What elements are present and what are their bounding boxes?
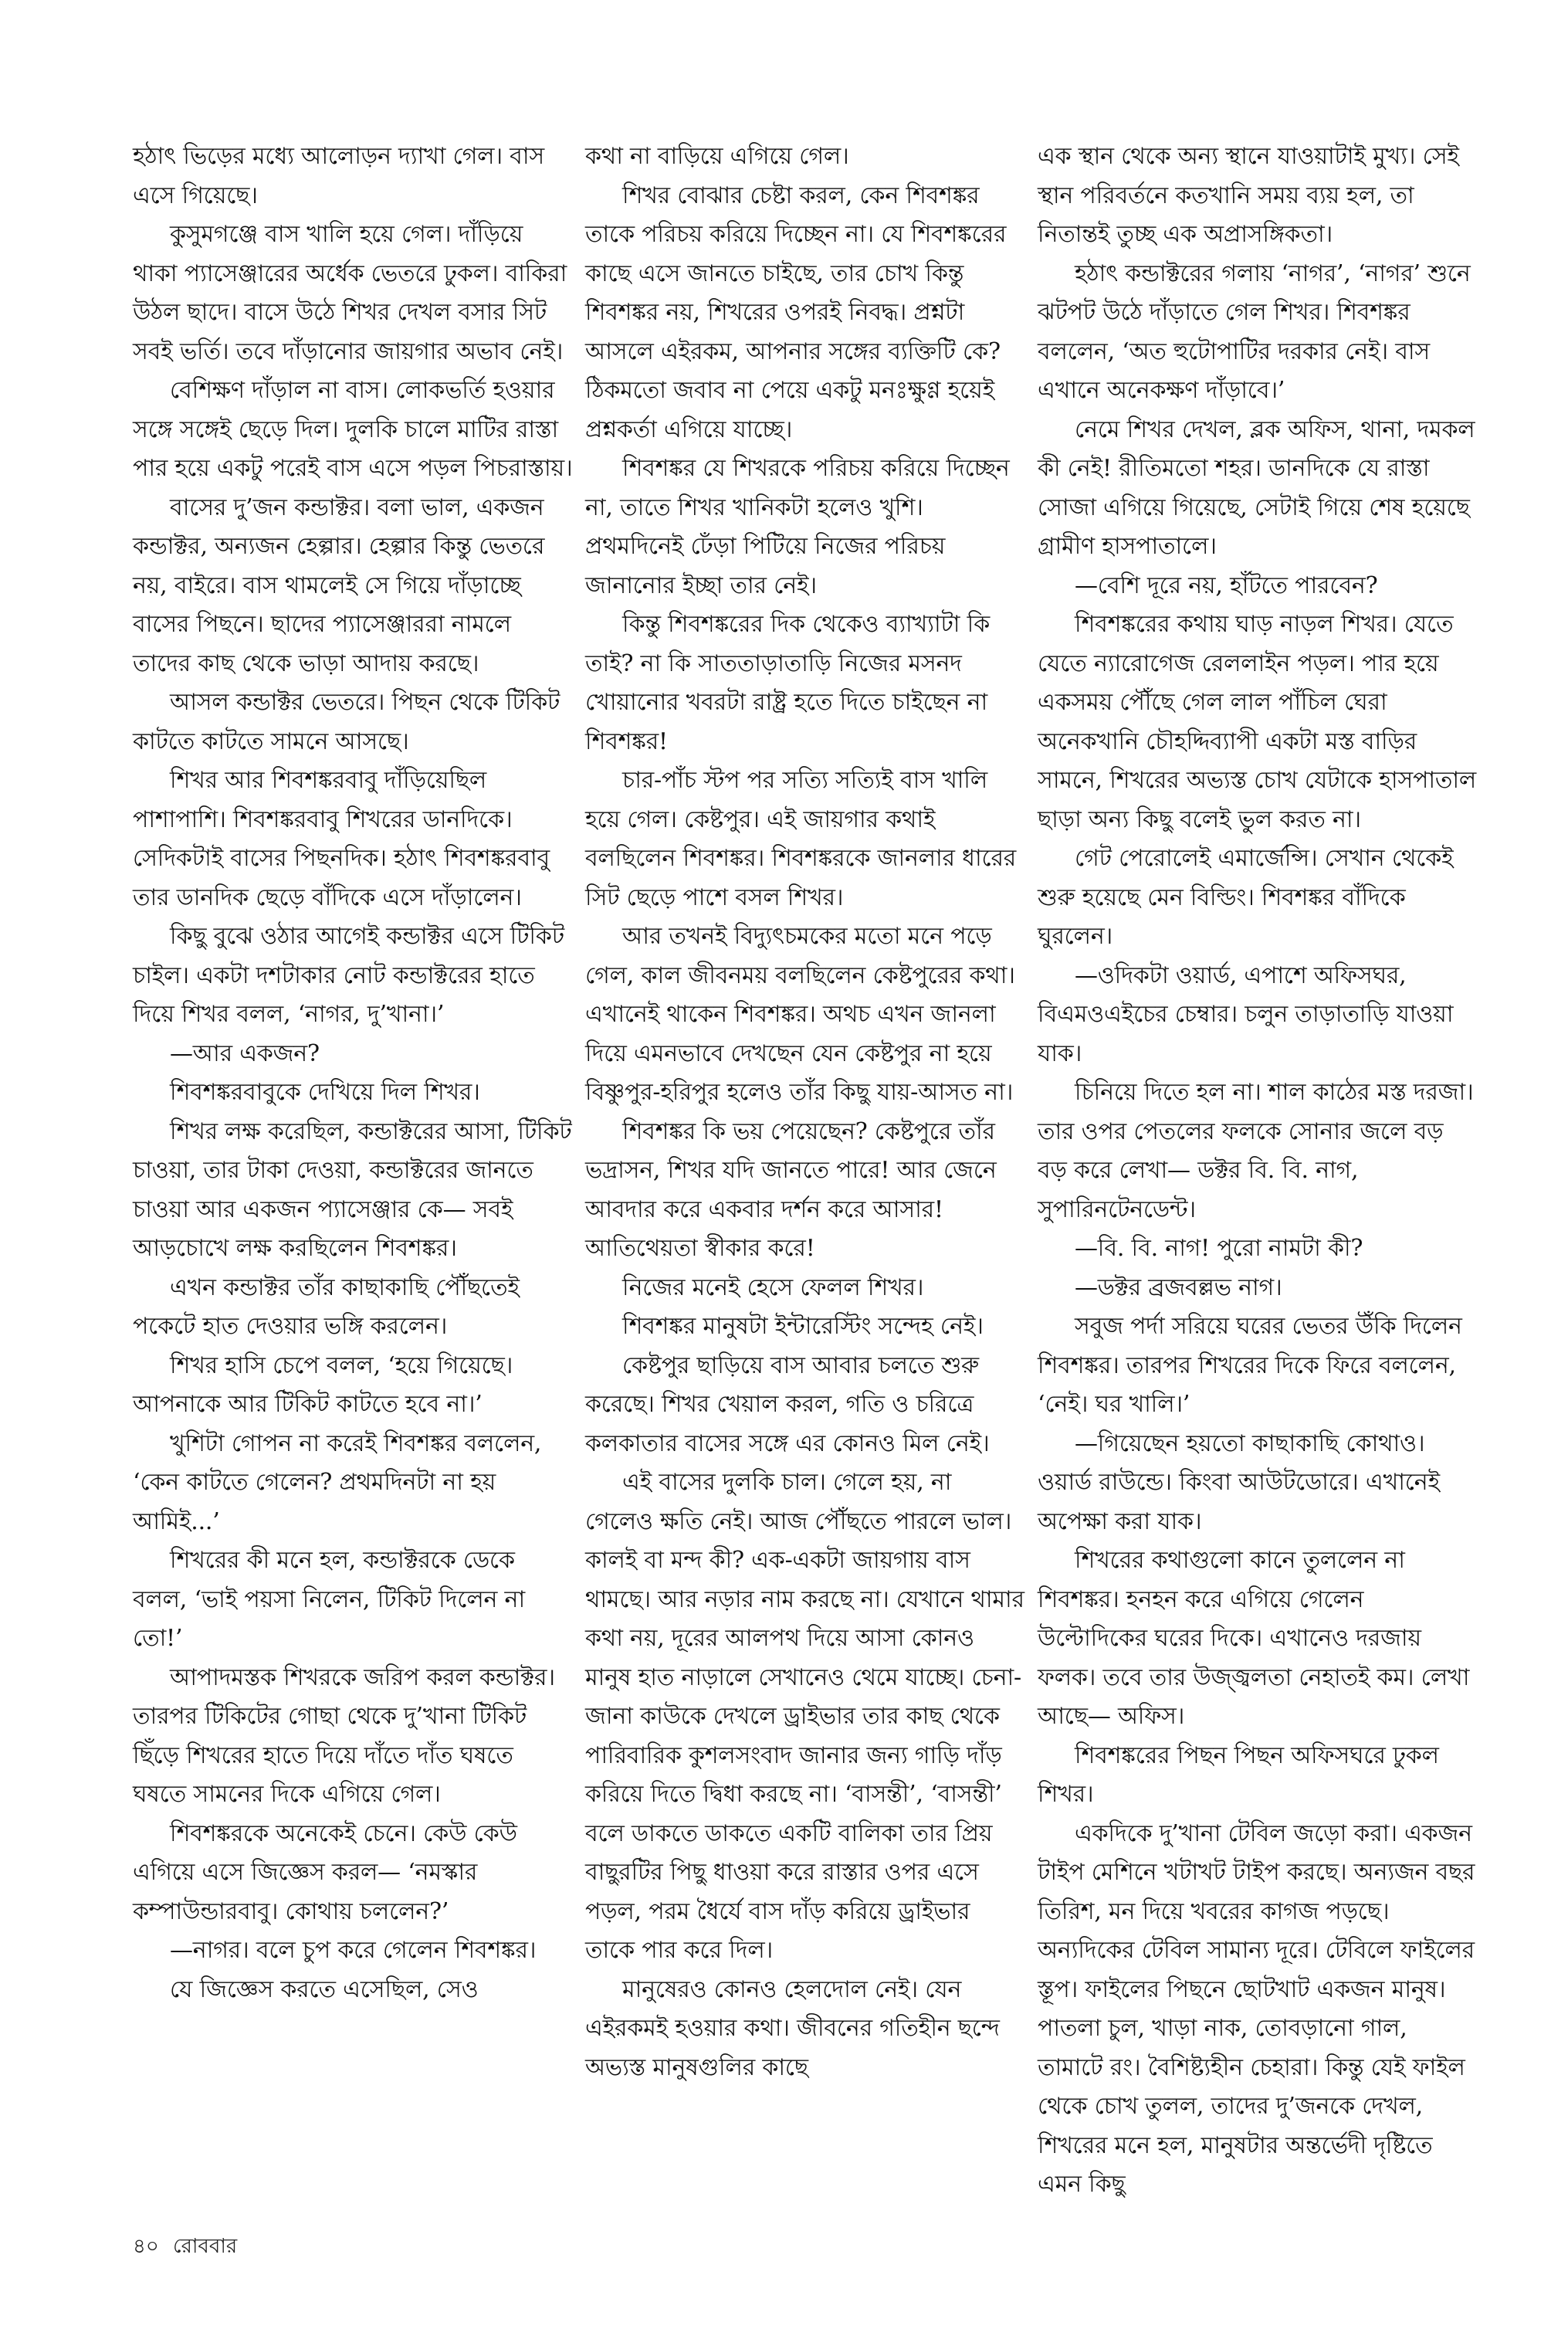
paragraph: —নাগর। বলে চুপ করে গেলেন শিবশঙ্কর। — [170, 1937, 537, 1964]
paragraph: —ডক্টর ব্রজবল্লভ নাগ। — [1075, 1273, 1282, 1301]
paragraph: নেমে শিখর দেখল, ব্লক অফিস, থানা, দমকল কী নেই! রীতিমতো শহর। ডানদিকে যে রাস্তা সোজা এগিয়ে গিয়েছে, সেটাই গিয়ে শেষ হয়েছে গ্রামীণ হাসপাতালে। — [1038, 415, 1475, 560]
paragraph: শিখরের কথাগুলো কানে তুললেন না শিবশঙ্কর। হনহন করে এগিয়ে গেলেন উল্টোদিকের ঘরের দিকে। এখানেও দরজায় ফলক। তবে তার উজ্জ্বলতা নেহাতই কম। লেখা আছে— অফিস। — [1038, 1547, 1470, 1730]
paragraph: খুশিটা গোপন না করেই শিবশঙ্কর বললেন, ‘কেন কাটতে গেলেন? প্রথমদিনটা না হয় আমিই...’ — [133, 1429, 542, 1535]
paragraph: আসল কন্ডাক্টর ভেতরে। পিছন থেকে টিকিট কাটতে কাটতে সামনে আসছে। — [133, 689, 560, 755]
paragraph: কেষ্টপুর ছাড়িয়ে বাস আবার চলতে শুরু করেছে। শিখর খেয়াল করল, গতি ও চরিত্রে কলকাতার বাসের সঙ্গে এর কোনও মিল নেই। — [585, 1351, 990, 1457]
paragraph: শিখর আর শিবশঙ্করবাবু দাঁড়িয়েছিল পাশাপাশি। শিবশঙ্করবাবু শিখরের ডানদিকে। সেদিকটাই বাসের পিছনদিক। হঠাৎ শিবশঙ্করবাবু তার ডানদিক ছেড়ে বাঁদিকে এসে দাঁড়ালেন। — [133, 767, 550, 911]
paragraph: সবুজ পর্দা সরিয়ে ঘরের ভেতর উঁকি দিলেন শিবশঙ্কর। তারপর শিখরের দিকে ফিরে বললেন, ‘নেই। ঘর খালি।’ — [1038, 1313, 1462, 1418]
paragraph: —বেশি দূরে নয়, হাঁটতে পারবেন? — [1075, 571, 1378, 599]
paragraph: গেট পেরোলেই এমার্জেন্সি। সেখান থেকেই শুরু হয়েছে মেন বিল্ডিং। শিবশঙ্কর বাঁদিকে ঘুরলেন। — [1038, 845, 1454, 950]
text-column-3 — [1038, 137, 1478, 2205]
paragraph: হঠাৎ কন্ডাক্টরের গলায় ‘নাগর’, ‘নাগর’ শুনে ঝটপট উঠে দাঁড়াতে গেল শিখর। শিবশঙ্কর বললেন, ‘অত হুটোপাটির দরকার নেই। বাস এখানে অনেকক্ষণ দাঁড়াবে।’ — [1038, 259, 1471, 404]
text-column-1 — [133, 137, 573, 2009]
paragraph: শিখর লক্ষ করেছিল, কন্ডাক্টরের আসা, টিকিট চাওয়া, তার টাকা দেওয়া, কন্ডাক্টরের জানতে চাওয়া আর একজন প্যাসেঞ্জার কে— সবই আড়চোখে লক্ষ করছিলেন শিবশঙ্কর। — [133, 1117, 572, 1262]
paragraph: —গিয়েছেন হয়তো কাছাকাছি কোথাও। ওয়ার্ড রাউন্ডে। কিংবা আউটডোরে। এখানেই অপেক্ষা করা যাক। — [1038, 1429, 1440, 1535]
paragraph: কথা না বাড়িয়ে এগিয়ে গেল। — [585, 143, 849, 170]
paragraph: চিনিয়ে দিতে হল না। শাল কাঠের মস্ত দরজা। তার ওপর পেতলের ফলকে সোনার জলে বড় বড় করে লেখা— ডক্টর বি. বি. নাগ, সুপারিনটেনডেন্ট। — [1038, 1079, 1474, 1223]
paragraph: চার-পাঁচ স্টপ পর সত্যি সত্যিই বাস খালি হয়ে গেল। কেষ্টপুর। এই জায়গার কথাই বলছিলেন শিবশঙ্কর। শিবশঙ্করকে জানলার ধারের সিট ছেড়ে পাশে বসল শিখর। — [585, 767, 1017, 911]
paragraph: শিবশঙ্করের পিছন পিছন অফিসঘরে ঢুকল শিখর। — [1038, 1741, 1439, 1808]
magazine-name: রোববার — [173, 2235, 238, 2258]
paragraph: এখন কন্ডাক্টর তাঁর কাছাকাছি পৌঁছতেই পকেটে হাত দেওয়ার ভঙ্গি করলেন। — [133, 1273, 520, 1340]
paragraph: কিছু বুঝে ওঠার আগেই কন্ডাক্টর এসে টিকিট চাইল। একটা দশটাকার নোট কন্ডাক্টরের হাতে দিয়ে শিখর বলল, ‘নাগর, দু’খানা।’ — [133, 923, 564, 1028]
paragraph: একদিকে দু’খানা টেবিল জড়ো করা। একজন টাইপ মেশিনে খটাখট টাইপ করছে। অন্যজন বছর তিরিশ, মন দিয়ে খবরের কাগজ পড়ছে। অন্যদিকের টেবিল সামান্য দূরে। টেবিলে ফাইলের স্তূপ। ফাইলের পিছনে ছোটখাট একজন মানুষ। পাতলা চুল, খাড়া নাক, তোবড়ানো গাল, তামাটে রং। বৈশিষ্ট্যহীন চেহারা। কিন্তু যেই ফাইল থেকে চোখ তুলল, তাদের দু’জনকে দেখল, শিখরের মনে হল, মানুষটার অন্তর্ভেদী দৃষ্টিতে এমন কিছু — [1038, 1819, 1475, 2198]
paragraph: —ওদিকটা ওয়ার্ড, এপাশে অফিসঘর, বিএমওএইচের চেম্বার। চলুন তাড়াতাড়ি যাওয়া যাক। — [1038, 961, 1454, 1067]
paragraph: শিবশঙ্করের কথায় ঘাড় নাড়ল শিখর। যেতে যেতে ন্যারোগেজ রেললাইন পড়ল। পার হয়ে একসময় পৌঁছে গেল লাল পাঁচিল ঘেরা অনেকখানি চৌহদ্দিব্যাপী একটা মস্ত বাড়ির সামনে, শিখরের অভ্যস্ত চোখ যেটাকে হাসপাতাল ছাড়া অন্য কিছু বলেই ভুল করত না। — [1038, 611, 1477, 833]
paragraph: শিবশঙ্কর যে শিখরকে পরিচয় করিয়ে দিচ্ছেন না, তাতে শিখর খানিকটা হলেও খুশি। প্রথমদিনেই ঢেঁড়া পিটিয়ে নিজের পরিচয় জানানোর ইচ্ছা তার নেই। — [585, 455, 1010, 599]
text-column-2 — [585, 137, 1025, 2087]
paragraph: বেশিক্ষণ দাঁড়াল না বাস। লোকভর্তি হওয়ার সঙ্গে সঙ্গেই ছেড়ে দিল। দুলকি চালে মাটির রাস্তা পার হয়ে একটু পরেই বাস এসে পড়ল পিচরাস্তায়। — [133, 377, 573, 482]
paragraph: শিখরের কী মনে হল, কন্ডাক্টরকে ডেকে বলল, ‘ভাই পয়সা নিলেন, টিকিট দিলেন না তো!’ — [133, 1547, 525, 1652]
paragraph: শিবশঙ্করবাবুকে দেখিয়ে দিল শিখর। — [170, 1079, 480, 1106]
paragraph: হঠাৎ ভিড়ের মধ্যে আলোড়ন দ্যাখা গেল। বাস এসে গিয়েছে। — [133, 143, 544, 209]
paragraph: এই বাসের দুলকি চাল। গেলে হয়, না গেলেও ক্ষতি নেই। আজ পৌঁছতে পারলে ভাল। কালই বা মন্দ কী? এক-একটা জায়গায় বাস থামছে। আর নড়ার নাম করছে না। যেখানে থামার কথা নয়, দূরের আলপথ দিয়ে আসা কোনও মানুষ হাত নাড়ালে সেখানেও থেমে যাচ্ছে। চেনা-জানা কাউকে দেখলে ড্রাইভার তার কাছ থেকে পারিবারিক কুশলসংবাদ জানার জন্য গাড়ি দাঁড় করিয়ে দিতে দ্বিধা করছে না। ‘বাসন্তী’, ‘বাসন্তী’ বলে ডাকতে ডাকতে একটি বালিকা তার প্রিয় বাছুরটির পিছু ধাওয়া করে রাস্তার ওপর এসে পড়ল, পরম ধৈর্যে বাস দাঁড় করিয়ে ড্রাইভার তাকে পার করে দিল। — [585, 1469, 1024, 1964]
paragraph: বাসের দু’জন কন্ডাক্টর। বলা ভাল, একজন কন্ডাক্টর, অন্যজন হেল্পার। হেল্পার কিন্তু ভেতরে নয়, বাইরে। বাস থামলেই সে গিয়ে দাঁড়াচ্ছে বাসের পিছনে। ছাদের প্যাসেঞ্জাররা নামলে তাদের কাছ থেকে ভাড়া আদায় করছে। — [133, 493, 545, 677]
paragraph: —বি. বি. নাগ! পুরো নামটা কী? — [1075, 1235, 1363, 1262]
paragraph: শিবশঙ্কর মানুষটা ইন্টারেস্টিং সন্দেহ নেই। — [622, 1313, 984, 1340]
paragraph: —আর একজন? — [170, 1039, 320, 1067]
paragraph: আর তখনই বিদ্যুৎচমকের মতো মনে পড়ে গেল, কাল জীবনময় বলছিলেন কেষ্টপুরের কথা। এখানেই থাকেন শিবশঙ্কর। অথচ এখন জানলা দিয়ে এমনভাবে দেখছেন যেন কেষ্টপুর না হয়ে বিষ্ণুপুর-হরিপুর হলেও তাঁর কিছু যায়-আসত না। — [585, 923, 1015, 1106]
paragraph: কুসুমগঞ্জে বাস খালি হয়ে গেল। দাঁড়িয়ে থাকা প্যাসেঞ্জারের অর্ধেক ভেতরে ঢুকল। বাকিরা উঠল ছাদে। বাসে উঠে শিখর দেখল বসার সিট সবই ভর্তি। তবে দাঁড়ানোর জায়গার অভাব নেই। — [133, 221, 567, 365]
paragraph: যে জিজ্ঞেস করতে এসেছিল, সেও — [170, 1975, 479, 2003]
paragraph: মানুষেরও কোনও হেলদোল নেই। যেন এইরকমই হওয়ার কথা। জীবনের গতিহীন ছন্দে অভ্যস্ত মানুষগুলির কাছে — [585, 1975, 1000, 2081]
page-footer — [133, 2230, 237, 2264]
paragraph: নিজের মনেই হেসে ফেলল শিখর। — [622, 1273, 924, 1301]
paragraph: শিখর বোঝার চেষ্টা করল, কেন শিবশঙ্কর তাকে পরিচয় করিয়ে দিচ্ছেন না। যে শিবশঙ্করের কাছে এসে জানতে চাইছে, তার চোখ কিন্তু শিবশঙ্কর নয়, শিখরের ওপরই নিবদ্ধ। প্রশ্নটা আসলে এইরকম, আপনার সঙ্গের ব্যক্তিটি কে? ঠিকমতো জবাব না পেয়ে একটু মনঃক্ষুণ্ণ হয়েই প্রশ্নকর্তা এগিয়ে যাচ্ছে। — [585, 181, 1007, 443]
paragraph: শিবশঙ্করকে অনেকেই চেনে। কেউ কেউ এগিয়ে এসে জিজ্ঞেস করল— ‘নমস্কার কম্পাউন্ডারবাবু। কোথায় চললেন?’ — [133, 1819, 517, 1925]
page-number: ৪০ — [133, 2235, 159, 2258]
paragraph: এক স্থান থেকে অন্য স্থানে যাওয়াটাই মুখ্য। সেই স্থান পরিবর্তনে কতখানি সময় ব্যয় হল, তা নিতান্তই তুচ্ছ এক অপ্রাসঙ্গিকতা। — [1038, 143, 1459, 248]
paragraph: শিখর হাসি চেপে বলল, ‘হয়ে গিয়েছে। আপনাকে আর টিকিট কাটতে হবে না।’ — [133, 1351, 513, 1418]
paragraph: আপাদমস্তক শিখরকে জরিপ করল কন্ডাক্টর। তারপর টিকিটের গোছা থেকে দু’খানা টিকিট ছিঁড়ে শিখরের হাতে দিয়ে দাঁতে দাঁত ঘষতে ঘষতে সামনের দিকে এগিয়ে গেল। — [133, 1663, 555, 1808]
paragraph: শিবশঙ্কর কি ভয় পেয়েছেন? কেষ্টপুরে তাঁর ভদ্রাসন, শিখর যদি জানতে পারে! আর জেনে আবদার করে একবার দর্শন করে আসার! আতিথেয়তা স্বীকার করে! — [585, 1117, 997, 1262]
paragraph: কিন্তু শিবশঙ্করের দিক থেকেও ব্যাখ্যাটা কি তাই? না কি সাততাড়াতাড়ি নিজের মসনদ খোয়ানোর খবরটা রাষ্ট্র হতে দিতে চাইছেন না শিবশঙ্কর! — [585, 611, 990, 755]
